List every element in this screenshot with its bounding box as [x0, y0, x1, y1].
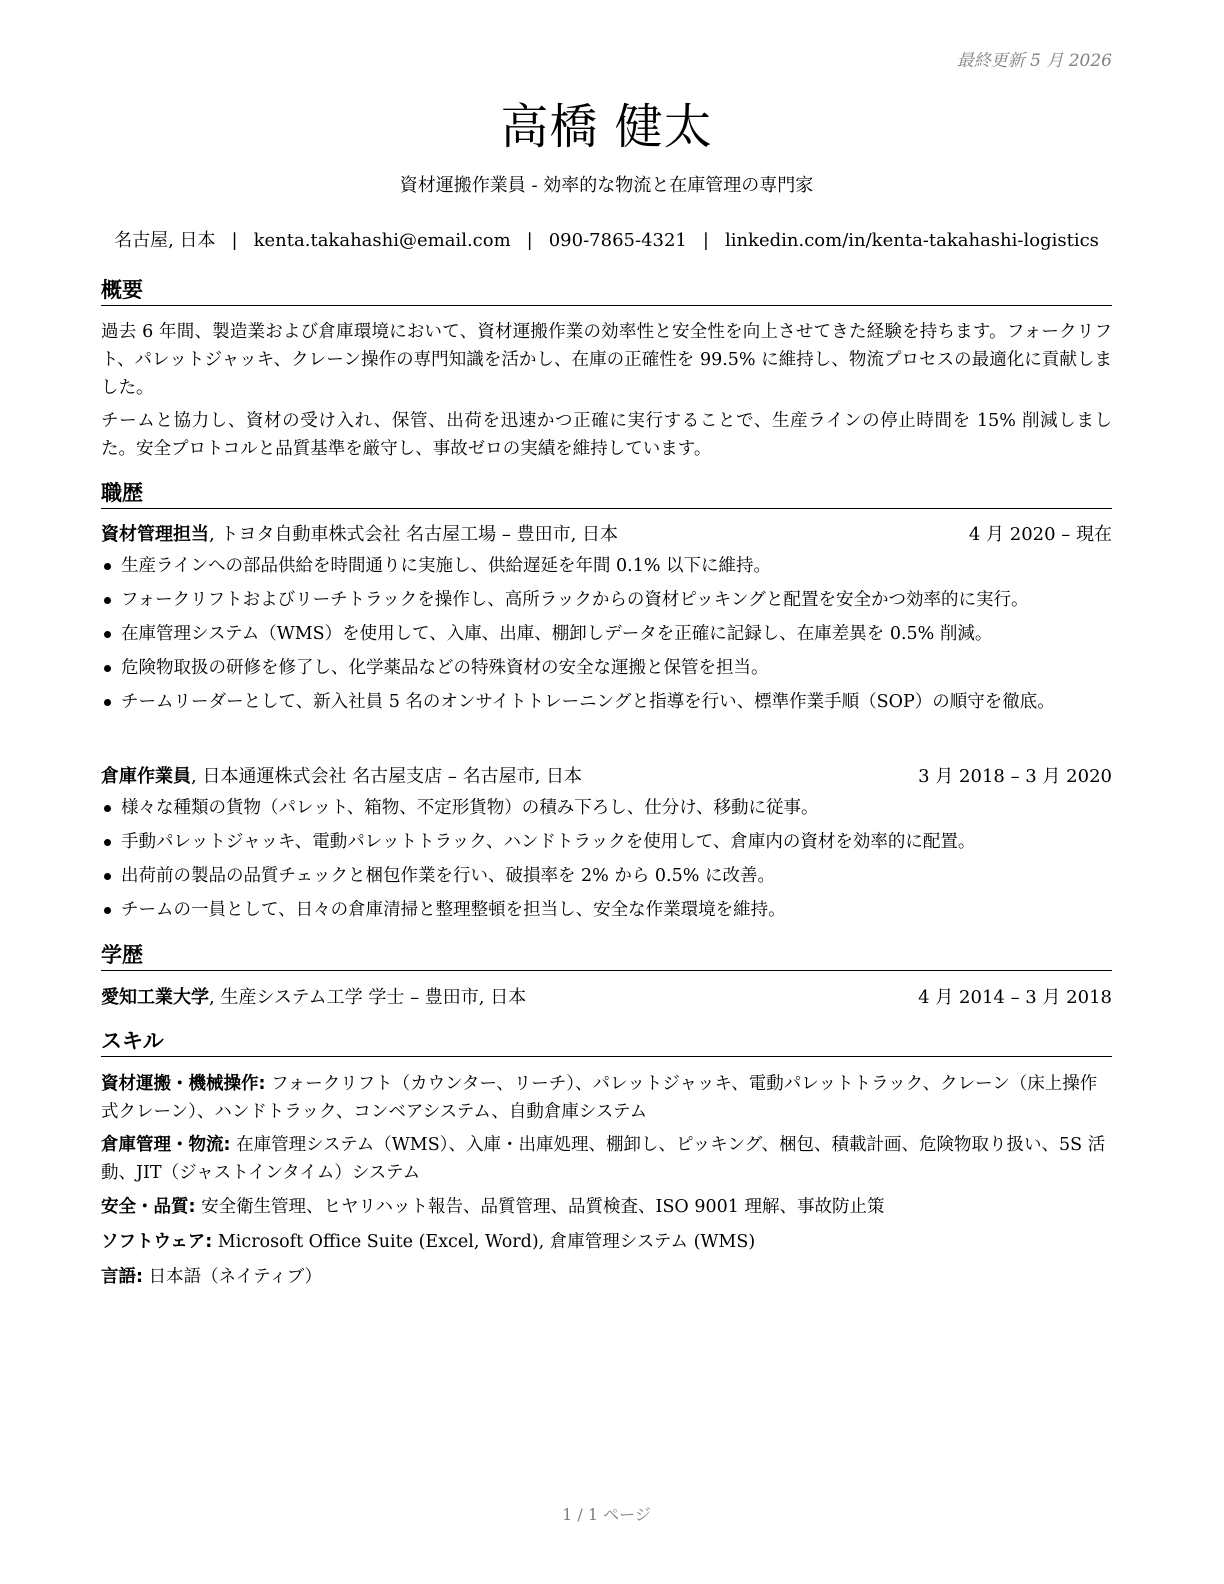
contact-separator: | — [702, 230, 709, 251]
job-bullet: 手動パレットジャッキ、電動パレットトラック、ハンドトラックを使用して、倉庫内の資材を効率的に配置。 — [101, 828, 1112, 856]
job-bullet: フォークリフトおよびリーチトラックを操作し、高所ラックからの資材ピッキングと配置を安全かつ効率的に実行。 — [101, 586, 1112, 614]
skill-text: Microsoft Office Suite (Excel, Word), 倉庫管理システム (WMS) — [212, 1232, 756, 1252]
skill-label: ソフトウェア: — [101, 1232, 213, 1252]
job-bullet: 様々な種類の貨物（パレット、箱物、不定形貨物）の積み下ろし、仕分け、移動に従事。 — [101, 794, 1112, 822]
job-date: 3 月 2018 – 3 月 2020 — [918, 766, 1112, 787]
skill-text: フォークリフト（カウンター、リーチ）、パレットジャッキ、電動パレットトラック、クレーン（床上操作式クレーン）、ハンドトラック、コンベアシステム、自動倉庫システム — [101, 1074, 1098, 1122]
resume-page — [101, 0, 1112, 1584]
skill-line — [101, 1131, 1112, 1187]
contact-linkedin[interactable]: linkedin.com/in/kenta-takahashi-logistics — [724, 230, 1099, 251]
candidate-name: 高橋 健太 — [500, 99, 713, 155]
education-date: 4 月 2014 – 3 月 2018 — [918, 987, 1112, 1008]
education-entry — [101, 986, 1112, 1010]
last-updated: 最終更新 5 月 2026 — [956, 51, 1112, 71]
skill-label: 言語: — [101, 1267, 143, 1287]
job-title: 倉庫作業員 — [101, 766, 191, 787]
summary-paragraph-2: チームと協力し、資材の受け入れ、保管、出荷を迅速かつ正確に実行することで、生産ラインの停止時間を 15% 削減しました。安全プロトコルと品質基準を厳守し、事故ゼロの実績を維持しています。 — [101, 411, 1112, 459]
job-org: , トヨタ自動車株式会社 名古屋工場 – 豊田市, 日本 — [209, 524, 619, 545]
skill-text: 安全衛生管理、ヒヤリハット報告、品質管理、品質検査、ISO 9001 理解、事故防止策 — [195, 1197, 885, 1217]
job-date: 4 月 2020 – 現在 — [968, 524, 1112, 545]
skill-label: 資材運搬・機械操作: — [101, 1074, 266, 1094]
contact-separator: | — [526, 230, 533, 251]
section-title-summary: 概要 — [101, 277, 1112, 306]
page-number: 1 / 1 ページ — [562, 1505, 651, 1524]
degree-detail: , 生産システム工学 学士 – 豊田市, 日本 — [209, 987, 527, 1008]
skill-line — [101, 1193, 1112, 1221]
contact-email[interactable]: kenta.takahashi@email.com — [253, 230, 511, 251]
skill-line — [101, 1228, 1112, 1256]
contact-location: 名古屋, 日本 — [114, 230, 216, 251]
job-entry-header — [101, 523, 1112, 547]
skill-text: 在庫管理システム（WMS）、入庫・出庫処理、棚卸し、ピッキング、梱包、積載計画、危険物取り扱い、5S 活動、JIT（ジャストインタイム）システム — [101, 1135, 1106, 1183]
contact-separator: | — [231, 230, 238, 251]
skill-line — [101, 1070, 1112, 1126]
job-bullet: 出荷前の製品の品質チェックと梱包作業を行い、破損率を 2% から 0.5% に改善。 — [101, 862, 1112, 890]
job-bullet: 危険物取扱の研修を修了し、化学薬品などの特殊資材の安全な運搬と保管を担当。 — [101, 654, 1112, 682]
section-title-skills: スキル — [101, 1028, 1112, 1057]
job-bullet: 在庫管理システム（WMS）を使用して、入庫、出庫、棚卸しデータを正確に記録し、在庫差異を 0.5% 削減。 — [101, 620, 1112, 648]
contact-phone: 090-7865-4321 — [548, 230, 687, 251]
job-bullet: チームの一員として、日々の倉庫清掃と整理整頓を担当し、安全な作業環境を維持。 — [101, 896, 1112, 924]
summary-paragraph-1: 過去 6 年間、製造業および倉庫環境において、資材運搬作業の効率性と安全性を向上させてきた経験を持ちます。フォークリフト、パレットジャッキ、クレーン操作の専門知識を活かし、在庫の正確性を 99.5% に維持し、物流プロセスの最適化に貢献しました。 — [101, 322, 1112, 398]
skill-text: 日本語（ネイティブ） — [143, 1267, 322, 1287]
skill-label: 安全・品質: — [101, 1197, 196, 1217]
section-title-experience: 職歴 — [101, 480, 1112, 509]
job-title: 資材管理担当 — [101, 524, 209, 545]
contact-line — [101, 226, 1112, 252]
school-name: 愛知工業大学 — [101, 987, 209, 1008]
job-bullets — [101, 794, 1112, 930]
job-org: , 日本通運株式会社 名古屋支店 – 名古屋市, 日本 — [191, 766, 583, 787]
skill-label: 倉庫管理・物流: — [101, 1135, 231, 1155]
skill-line — [101, 1263, 1112, 1291]
section-title-education: 学歴 — [101, 942, 1112, 971]
headline: 資材運搬作業員 - 効率的な物流と在庫管理の専門家 — [399, 175, 814, 196]
job-bullets — [101, 552, 1112, 722]
job-bullet: 生産ラインへの部品供給を時間通りに実施し、供給遅延を年間 0.1% 以下に維持。 — [101, 552, 1112, 580]
job-entry-header — [101, 765, 1112, 789]
job-bullet: チームリーダーとして、新入社員 5 名のオンサイトトレーニングと指導を行い、標準作業手順（SOP）の順守を徹底。 — [101, 688, 1112, 716]
